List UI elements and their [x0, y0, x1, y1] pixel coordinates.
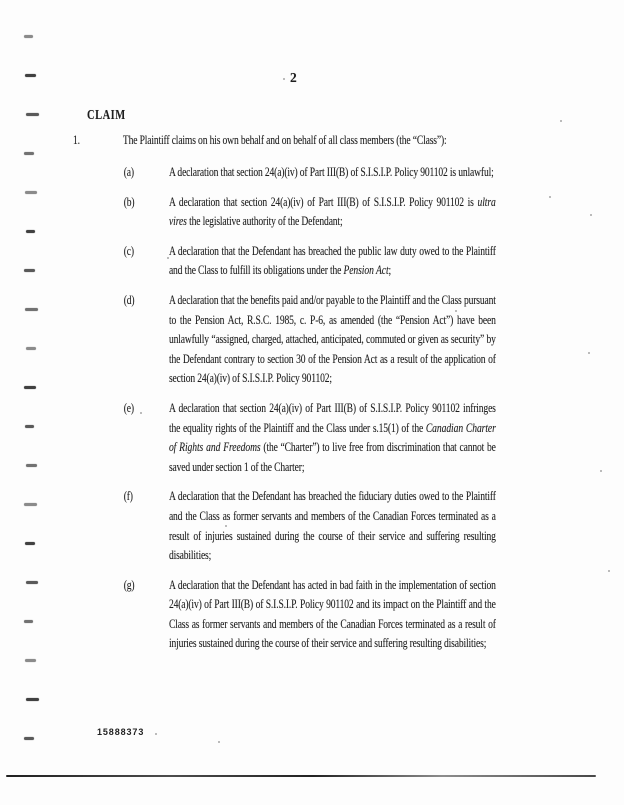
scan-speck	[218, 741, 220, 743]
scan-speck	[549, 196, 551, 198]
binding-mark	[24, 386, 36, 389]
claim-item	[124, 399, 497, 477]
scan-speck	[167, 257, 169, 259]
claim-item-label: (a)	[123, 165, 134, 179]
scan-speck	[283, 78, 285, 80]
claim-item	[124, 163, 497, 183]
claim-item	[124, 242, 497, 281]
claim-item-text: A declaration that section 24(a)(iv) of Part III(B) of S.I.S.I.P. Policy 901102 is ultra vires the legislative authority of the Defendant;	[168, 194, 496, 229]
binding-mark	[25, 308, 38, 311]
binding-mark	[25, 191, 37, 194]
document-id-stamp: 15888373	[97, 727, 145, 737]
binding-mark	[26, 113, 39, 116]
claim-item-text: A declaration that the Defendant has breached the fiduciary duties owed to the Plaintiff and the Class as former servants and members of the Canadian Forces terminated as a result of injuries sustained during the course of their service and suffering resulting disabilities;	[168, 489, 496, 563]
scan-speck	[140, 412, 142, 414]
binding-mark	[25, 659, 36, 662]
scan-speck	[225, 525, 227, 527]
claim-item-text: A declaration that section 24(a)(iv) of Part III(B) of S.I.S.I.P. Policy 901102 infringes the equality rights of the Plaintiff and the Class under s.15(1) of the Canadian Charter of Rights and Freedoms (the “Charter”) to live free from discrimination that cannot be saved under section 1 of the Charter;	[168, 400, 496, 474]
binding-mark	[26, 347, 36, 350]
claim-item	[124, 193, 497, 232]
claim-intro-text: The Plaintiff claims on his own behalf and on behalf of all class members (the “Class”):	[122, 133, 447, 147]
binding-mark	[26, 698, 39, 701]
binding-mark	[25, 425, 34, 428]
claim-heading: CLAIM	[87, 107, 126, 122]
binding-mark	[26, 581, 38, 584]
claim-item	[124, 291, 497, 389]
scan-speck	[600, 470, 602, 472]
claim-item	[124, 576, 497, 654]
claim-item-label: (e)	[123, 400, 134, 415]
claim-item-label: (f)	[123, 489, 133, 504]
binding-mark	[25, 542, 35, 545]
claim-intro	[73, 131, 498, 151]
scan-speck	[155, 733, 157, 735]
claim-items-list	[124, 163, 497, 664]
binding-mark	[25, 74, 36, 77]
page-bottom-scan-line	[6, 775, 596, 777]
claim-item	[124, 487, 497, 565]
binding-mark	[24, 269, 35, 272]
claim-item-text: A declaration that the Defendant has breached the public law duty owed to the Plaintiff and the Class to fulfill its obligations under the Pension Act;	[168, 243, 496, 278]
binding-mark	[24, 35, 33, 38]
claim-item-text: A declaration that the Defendant has acted in bad faith in the implementation of section 24(a)(iv) of Part III(B) of S.I.S.I.P. Policy 901102 and its impact on the Plaintiff and the Class as former servants and members of the Canadian Forces terminated as a result of injuries sustained during the course of their service and suffering resulting disabilities;	[168, 577, 496, 651]
claim-item-label: (b)	[123, 194, 135, 209]
binding-mark	[24, 620, 33, 623]
document-content	[73, 107, 498, 727]
scan-speck	[455, 310, 457, 312]
claim-item-label: (d)	[123, 292, 135, 307]
scan-speck	[560, 120, 562, 122]
binding-mark	[24, 737, 34, 740]
claim-item-text: A declaration that the benefits paid and/or payable to the Plaintiff and the Class pursuant to the Pension Act, R.S.C. 1985, c. P-6, as amended (the “Pension Act”) have been unlawfully “assigned, charged, attached, anticipated, commuted or given as security” by the Defendant contrary to section 30 of the Pension Act as a result of the application of section 24(a)(iv) of S.I.S.I.P. Policy 901102;	[168, 292, 496, 386]
claim-item-text: A declaration that section 24(a)(iv) of Part III(B) of S.I.S.I.P. Policy 901102 is unlawful;	[168, 165, 494, 179]
claim-intro-number: 1.	[73, 133, 80, 147]
scan-speck	[588, 352, 590, 354]
binding-mark	[24, 152, 34, 155]
scan-speck	[608, 570, 610, 572]
page-number: 2	[290, 70, 298, 85]
claim-item-label: (c)	[123, 243, 134, 258]
binding-mark	[24, 503, 37, 506]
binding-mark	[26, 464, 37, 467]
claim-item-label: (g)	[123, 577, 135, 592]
scan-speck	[590, 214, 592, 216]
binding-mark	[26, 230, 35, 233]
